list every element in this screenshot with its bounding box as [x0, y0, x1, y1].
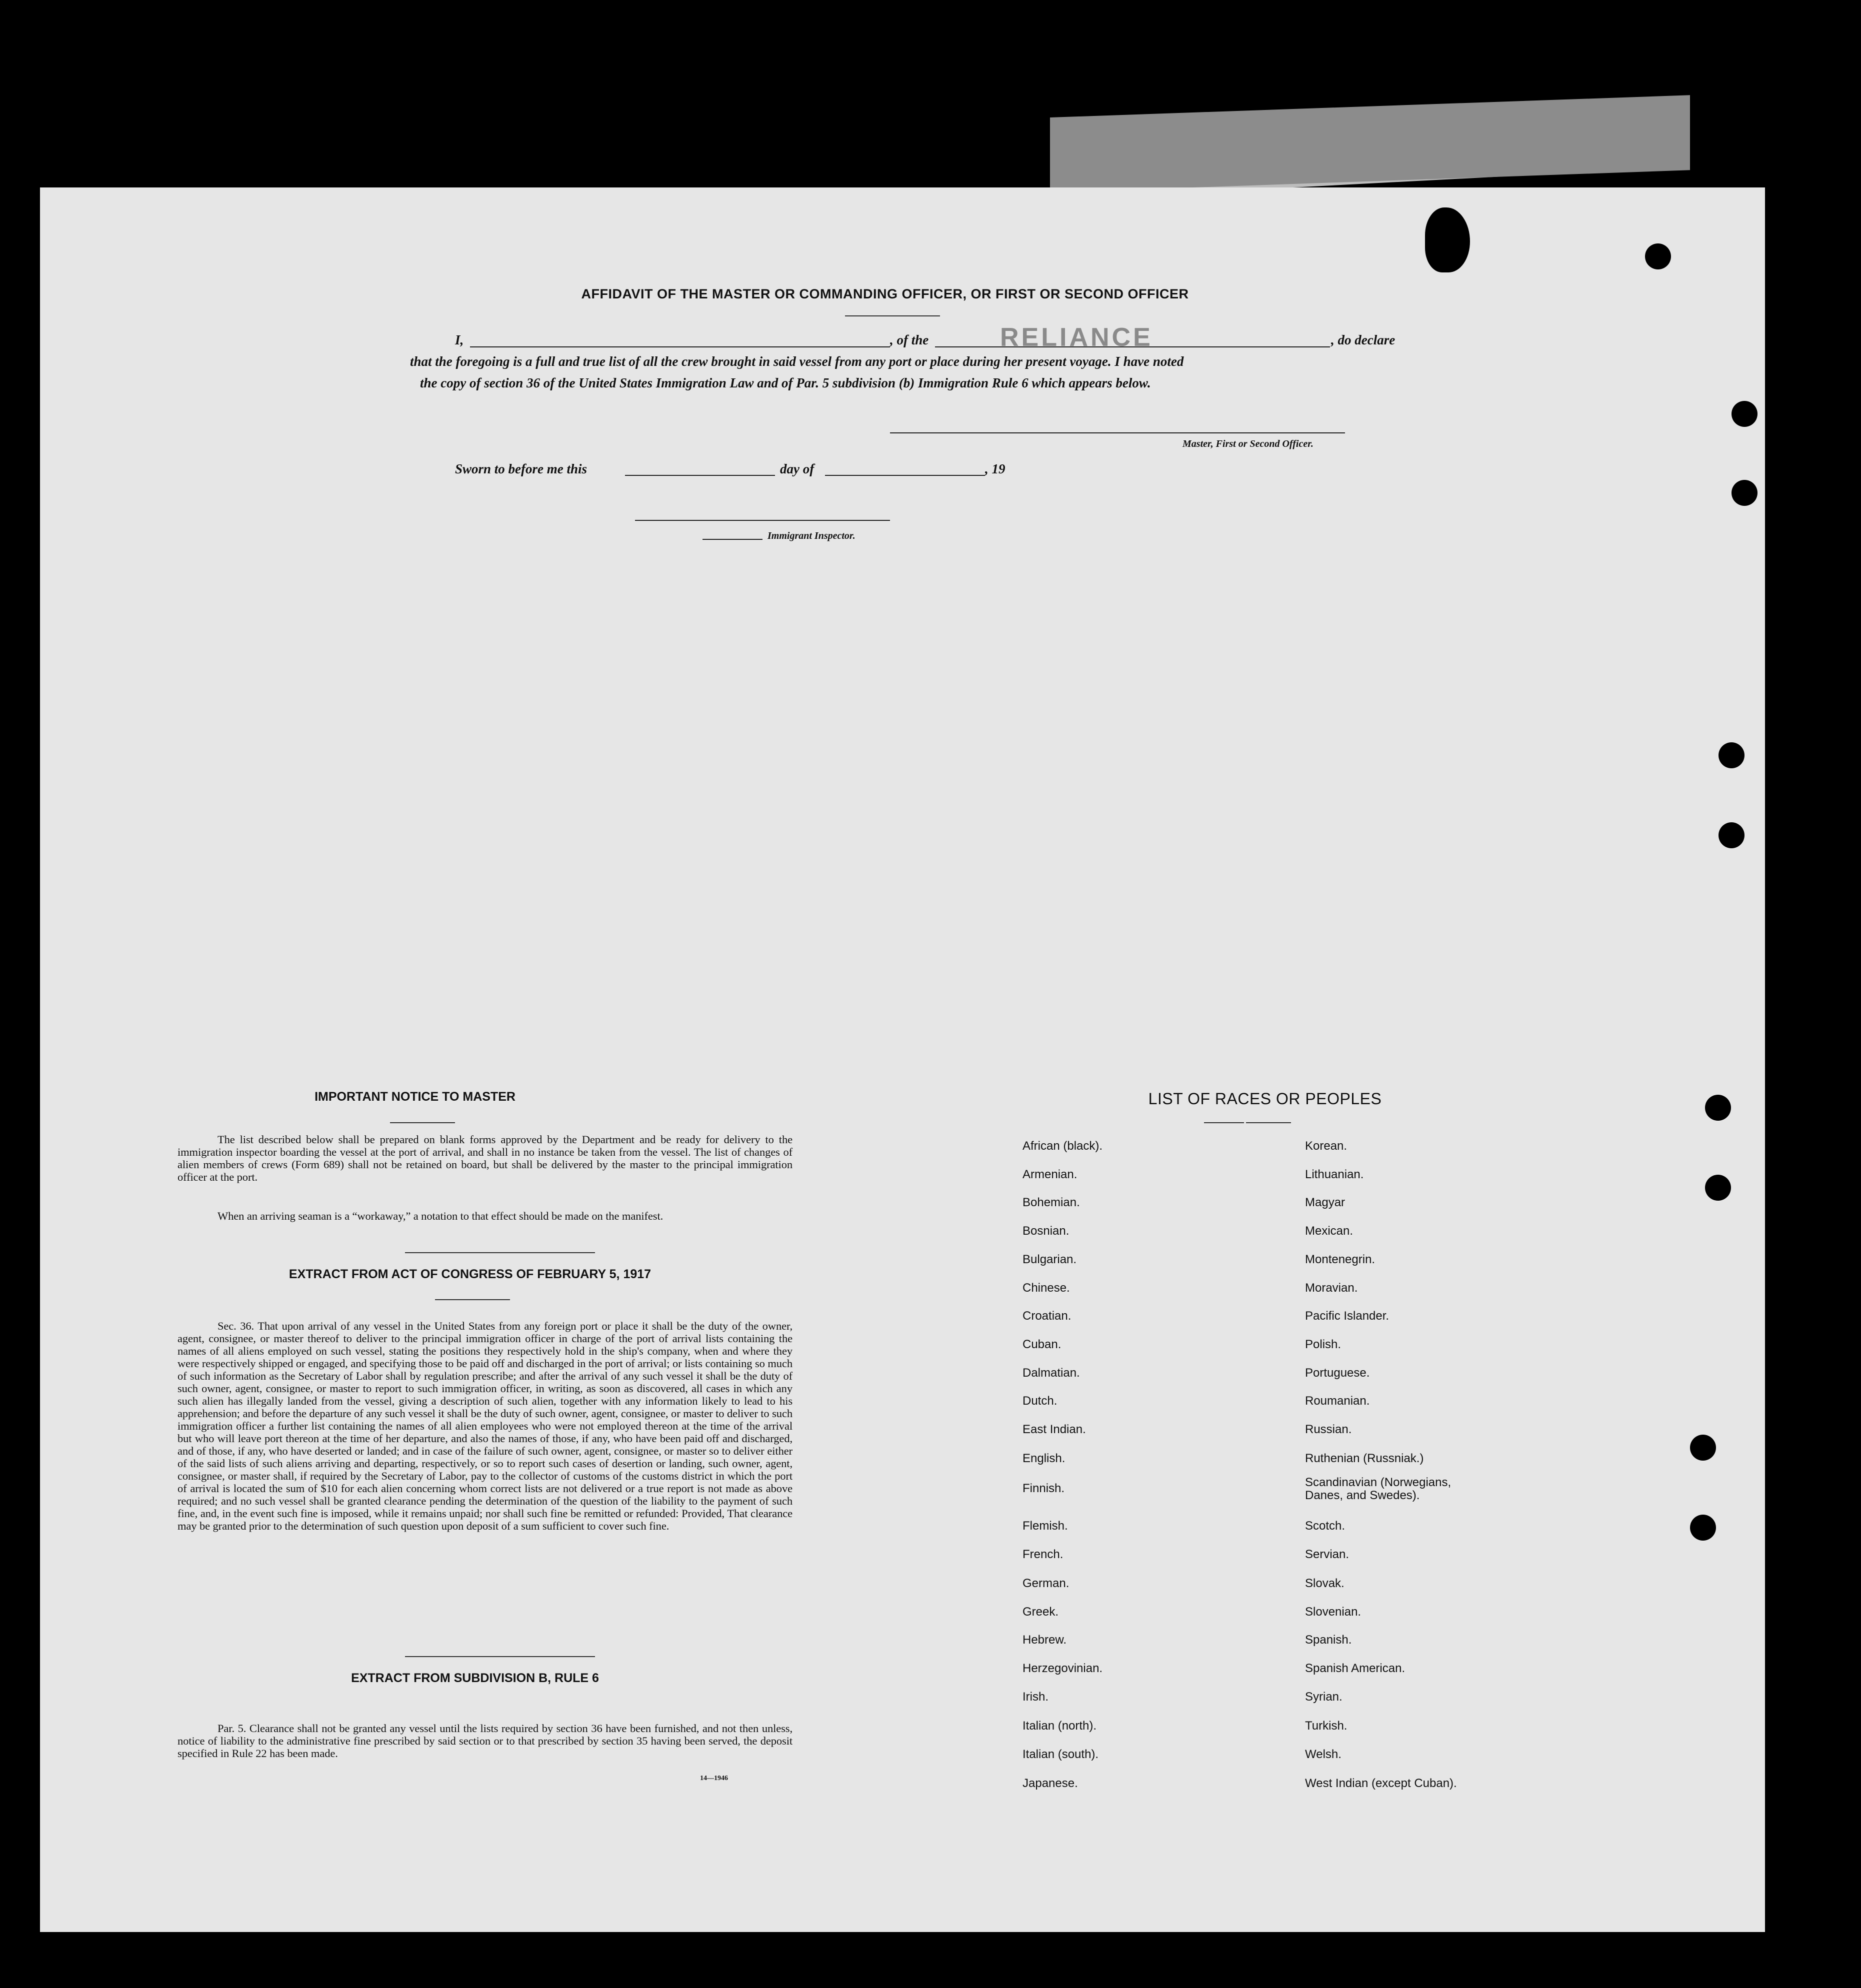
notice-paragraph-2: When an arriving seaman is a “workaway,” a notation to that effect should be made on the manifest. — [218, 1210, 664, 1222]
divider — [405, 1252, 595, 1253]
race-item: Russian. — [1305, 1423, 1352, 1436]
race-item: Korean. — [1305, 1139, 1348, 1153]
race-item: Syrian. — [1305, 1690, 1342, 1704]
affidavit-line2: that the foregoing is a full and true list of all the crew brought in said vessel from any port or place during her present voyage. I have noted — [410, 354, 1184, 369]
divider — [405, 1656, 595, 1657]
divider — [390, 1122, 455, 1123]
divider — [845, 315, 940, 316]
race-item: Moravian. — [1305, 1281, 1358, 1295]
race-item: English. — [1022, 1452, 1066, 1465]
notice-title: IMPORTANT NOTICE TO MASTER — [314, 1090, 516, 1104]
rule-extract-text: Par. 5. Clearance shall not be granted any vessel until the lists required by section 36 have been furnished, and not then unless, notice of liability to the administrative fine prescribed by said section or to that prescribed by section 35 having been served, the deposit specified in Rule 22 has been made. — [178, 1722, 792, 1760]
punch-hole — [1645, 243, 1671, 269]
race-item: Roumanian. — [1305, 1394, 1370, 1408]
race-item: Scotch. — [1305, 1519, 1346, 1533]
race-item: Slovenian. — [1305, 1605, 1362, 1619]
race-item: Portuguese. — [1305, 1366, 1370, 1380]
punch-hole — [1732, 480, 1758, 506]
officer-name-blank[interactable] — [470, 346, 890, 347]
affidavit-title: AFFIDAVIT OF THE MASTER OR COMMANDING OFFICER, OR FIRST OR SECOND OFFICER — [581, 286, 1189, 301]
race-item: Finnish. — [1022, 1482, 1065, 1495]
punch-hole — [1732, 401, 1758, 427]
race-item: Polish. — [1305, 1338, 1342, 1351]
race-item: Spanish American. — [1305, 1662, 1406, 1675]
race-item: Welsh. — [1305, 1748, 1342, 1761]
punch-hole — [1718, 822, 1744, 848]
divider — [1246, 1122, 1291, 1123]
race-item: Servian. — [1305, 1548, 1350, 1561]
divider — [1204, 1122, 1244, 1123]
divider — [435, 1299, 510, 1300]
notice-paragraph-1: The list described below shall be prepared on blank forms approved by the Department and be ready for delivery to the immigration inspector boarding the vessel at the port of arrival, and shall in no instance be taken from the vessel. The list of changes of alien members of crews (Form 689) shall not be retained on board, but shall be delivered by the master to the principal immigration officer at the port. — [178, 1133, 792, 1183]
sworn-prefix: Sworn to before me this — [455, 461, 588, 476]
punch-hole — [1690, 1435, 1716, 1461]
race-item: Scandinavian (Norwegians, Danes, and Swedes). — [1305, 1476, 1452, 1502]
race-item: Japanese. — [1022, 1777, 1078, 1790]
race-item: Bohemian. — [1022, 1196, 1080, 1209]
sworn-day-blank[interactable] — [625, 475, 775, 476]
race-item: Italian (north). — [1022, 1719, 1097, 1733]
punch-hole — [1705, 1175, 1731, 1201]
signature-caption: Master, First or Second Officer. — [1182, 438, 1314, 449]
race-item: African (black). — [1022, 1139, 1103, 1153]
race-item: Turkish. — [1305, 1719, 1348, 1733]
race-item: West Indian (except Cuban). — [1305, 1777, 1457, 1790]
affidavit-line1-start: I, — [455, 332, 464, 347]
race-item: Chinese. — [1022, 1281, 1070, 1295]
inspector-prefix-blank — [702, 539, 762, 540]
sworn-year: , 19 — [985, 461, 1006, 476]
torn-corner — [1425, 207, 1470, 272]
race-item: Slovak. — [1305, 1577, 1344, 1590]
affidavit-of-the: , of the — [890, 332, 929, 347]
underlying-sheet-edge — [1050, 95, 1690, 192]
signature-line[interactable] — [890, 432, 1345, 433]
race-item: Dutch. — [1022, 1394, 1058, 1408]
act-extract-text: Sec. 36. That upon arrival of any vessel in the United States from any foreign port or place it shall be the duty of the owner, agent, consignee, or master thereof to deliver to the principal immigration officer in charge of the port of arrival lists containing the names of all aliens employed on such vessel, stating the positions they respectively hold in the ship's company, when and where they were respectively shipped or engaged, and specifying those to be paid off and discharged in the port of arrival; or lists containing so much of such information as the Secretary of Labor shall by regulation prescribe; and after the arrival of any such vessel it shall be the duty of such owner, agent, consignee, or master to report to such immigration officer, in writing, as soon as discovered, all cases in which any such alien has illegally landed from the vessel, giving a description of such alien, together with any information likely to lead to his apprehension; and before the departure of any such vessel it shall be the duty of such owner, agent, consignee, or master to deliver to such immigration officer a further list containing the names of all alien employees who were not employed thereon at the time of the arrival but who will leave port thereon at the time of her departure, and also the names of those, if any, who have been paid off and discharged, and of those, if any, who have deserted or landed; and in case of the failure of such owner, agent, consignee, or master so to deliver either of the said lists of such aliens arriving and departing, respectively, or so to report such cases of desertion or landing, such owner, agent, consignee, or master shall, if required by the Secretary of Labor, pay to the collector of customs of the customs district in which the port of arrival is located the sum of $10 for each alien concerning whom correct lists are not delivered or a true report is not made as above required; and no such vessel shall be granted clearance pending the determination of the question of the liability to the payment of such fine, and, in the event such fine is imposed, while it remains unpaid; nor shall such fine be remitted or refunded: Provided, That clearance may be granted prior to the determination of such question upon deposit of a sum sufficient to cover such fine. — [178, 1320, 792, 1532]
races-title: LIST OF RACES OR PEOPLES — [1148, 1090, 1382, 1108]
punch-hole — [1718, 742, 1744, 768]
sworn-month-blank[interactable] — [825, 475, 985, 476]
race-item: Ruthenian (Russniak.) — [1305, 1452, 1424, 1465]
race-item: Greek. — [1022, 1605, 1059, 1619]
race-item: Bosnian. — [1022, 1224, 1070, 1238]
document-page — [40, 187, 1765, 1932]
race-item: Cuban. — [1022, 1338, 1062, 1351]
inspector-signature-line[interactable] — [635, 520, 890, 521]
punch-hole — [1705, 1095, 1731, 1121]
race-item: German. — [1022, 1577, 1070, 1590]
form-number: 14—1946 — [700, 1775, 728, 1782]
race-item: Pacific Islander. — [1305, 1309, 1390, 1323]
race-item: Mexican. — [1305, 1224, 1354, 1238]
race-item: East Indian. — [1022, 1423, 1086, 1436]
punch-hole — [1690, 1515, 1716, 1541]
race-item: Dalmatian. — [1022, 1366, 1080, 1380]
act-extract-title: EXTRACT FROM ACT OF CONGRESS OF FEBRUARY 5, 1917 — [288, 1267, 652, 1281]
affidavit-do-declare: , do declare — [1331, 332, 1396, 347]
inspector-caption: Immigrant Inspector. — [768, 530, 856, 541]
race-item: Spanish. — [1305, 1633, 1352, 1647]
race-item: French. — [1022, 1548, 1064, 1561]
race-item: Bulgarian. — [1022, 1253, 1077, 1266]
affidavit-line3: the copy of section 36 of the United States Immigration Law and of Par. 5 subdivision (b) Immigration Rule 6 which appears below. — [420, 375, 1151, 390]
race-item: Flemish. — [1022, 1519, 1068, 1533]
race-item: Herzegovinian. — [1022, 1662, 1103, 1675]
rule-extract-title: EXTRACT FROM SUBDIVISION B, RULE 6 — [351, 1671, 599, 1685]
sworn-day-of: day of — [780, 461, 814, 476]
race-item: Montenegrin. — [1305, 1253, 1376, 1266]
race-item: Irish. — [1022, 1690, 1049, 1704]
race-item: Magyar — [1305, 1196, 1346, 1209]
race-item: Hebrew. — [1022, 1633, 1067, 1647]
vessel-name-stamp: RELIANCE — [1000, 323, 1153, 352]
race-item: Armenian. — [1022, 1168, 1078, 1181]
race-item: Italian (south). — [1022, 1748, 1099, 1761]
race-item: Lithuanian. — [1305, 1168, 1364, 1181]
race-item: Croatian. — [1022, 1309, 1072, 1323]
